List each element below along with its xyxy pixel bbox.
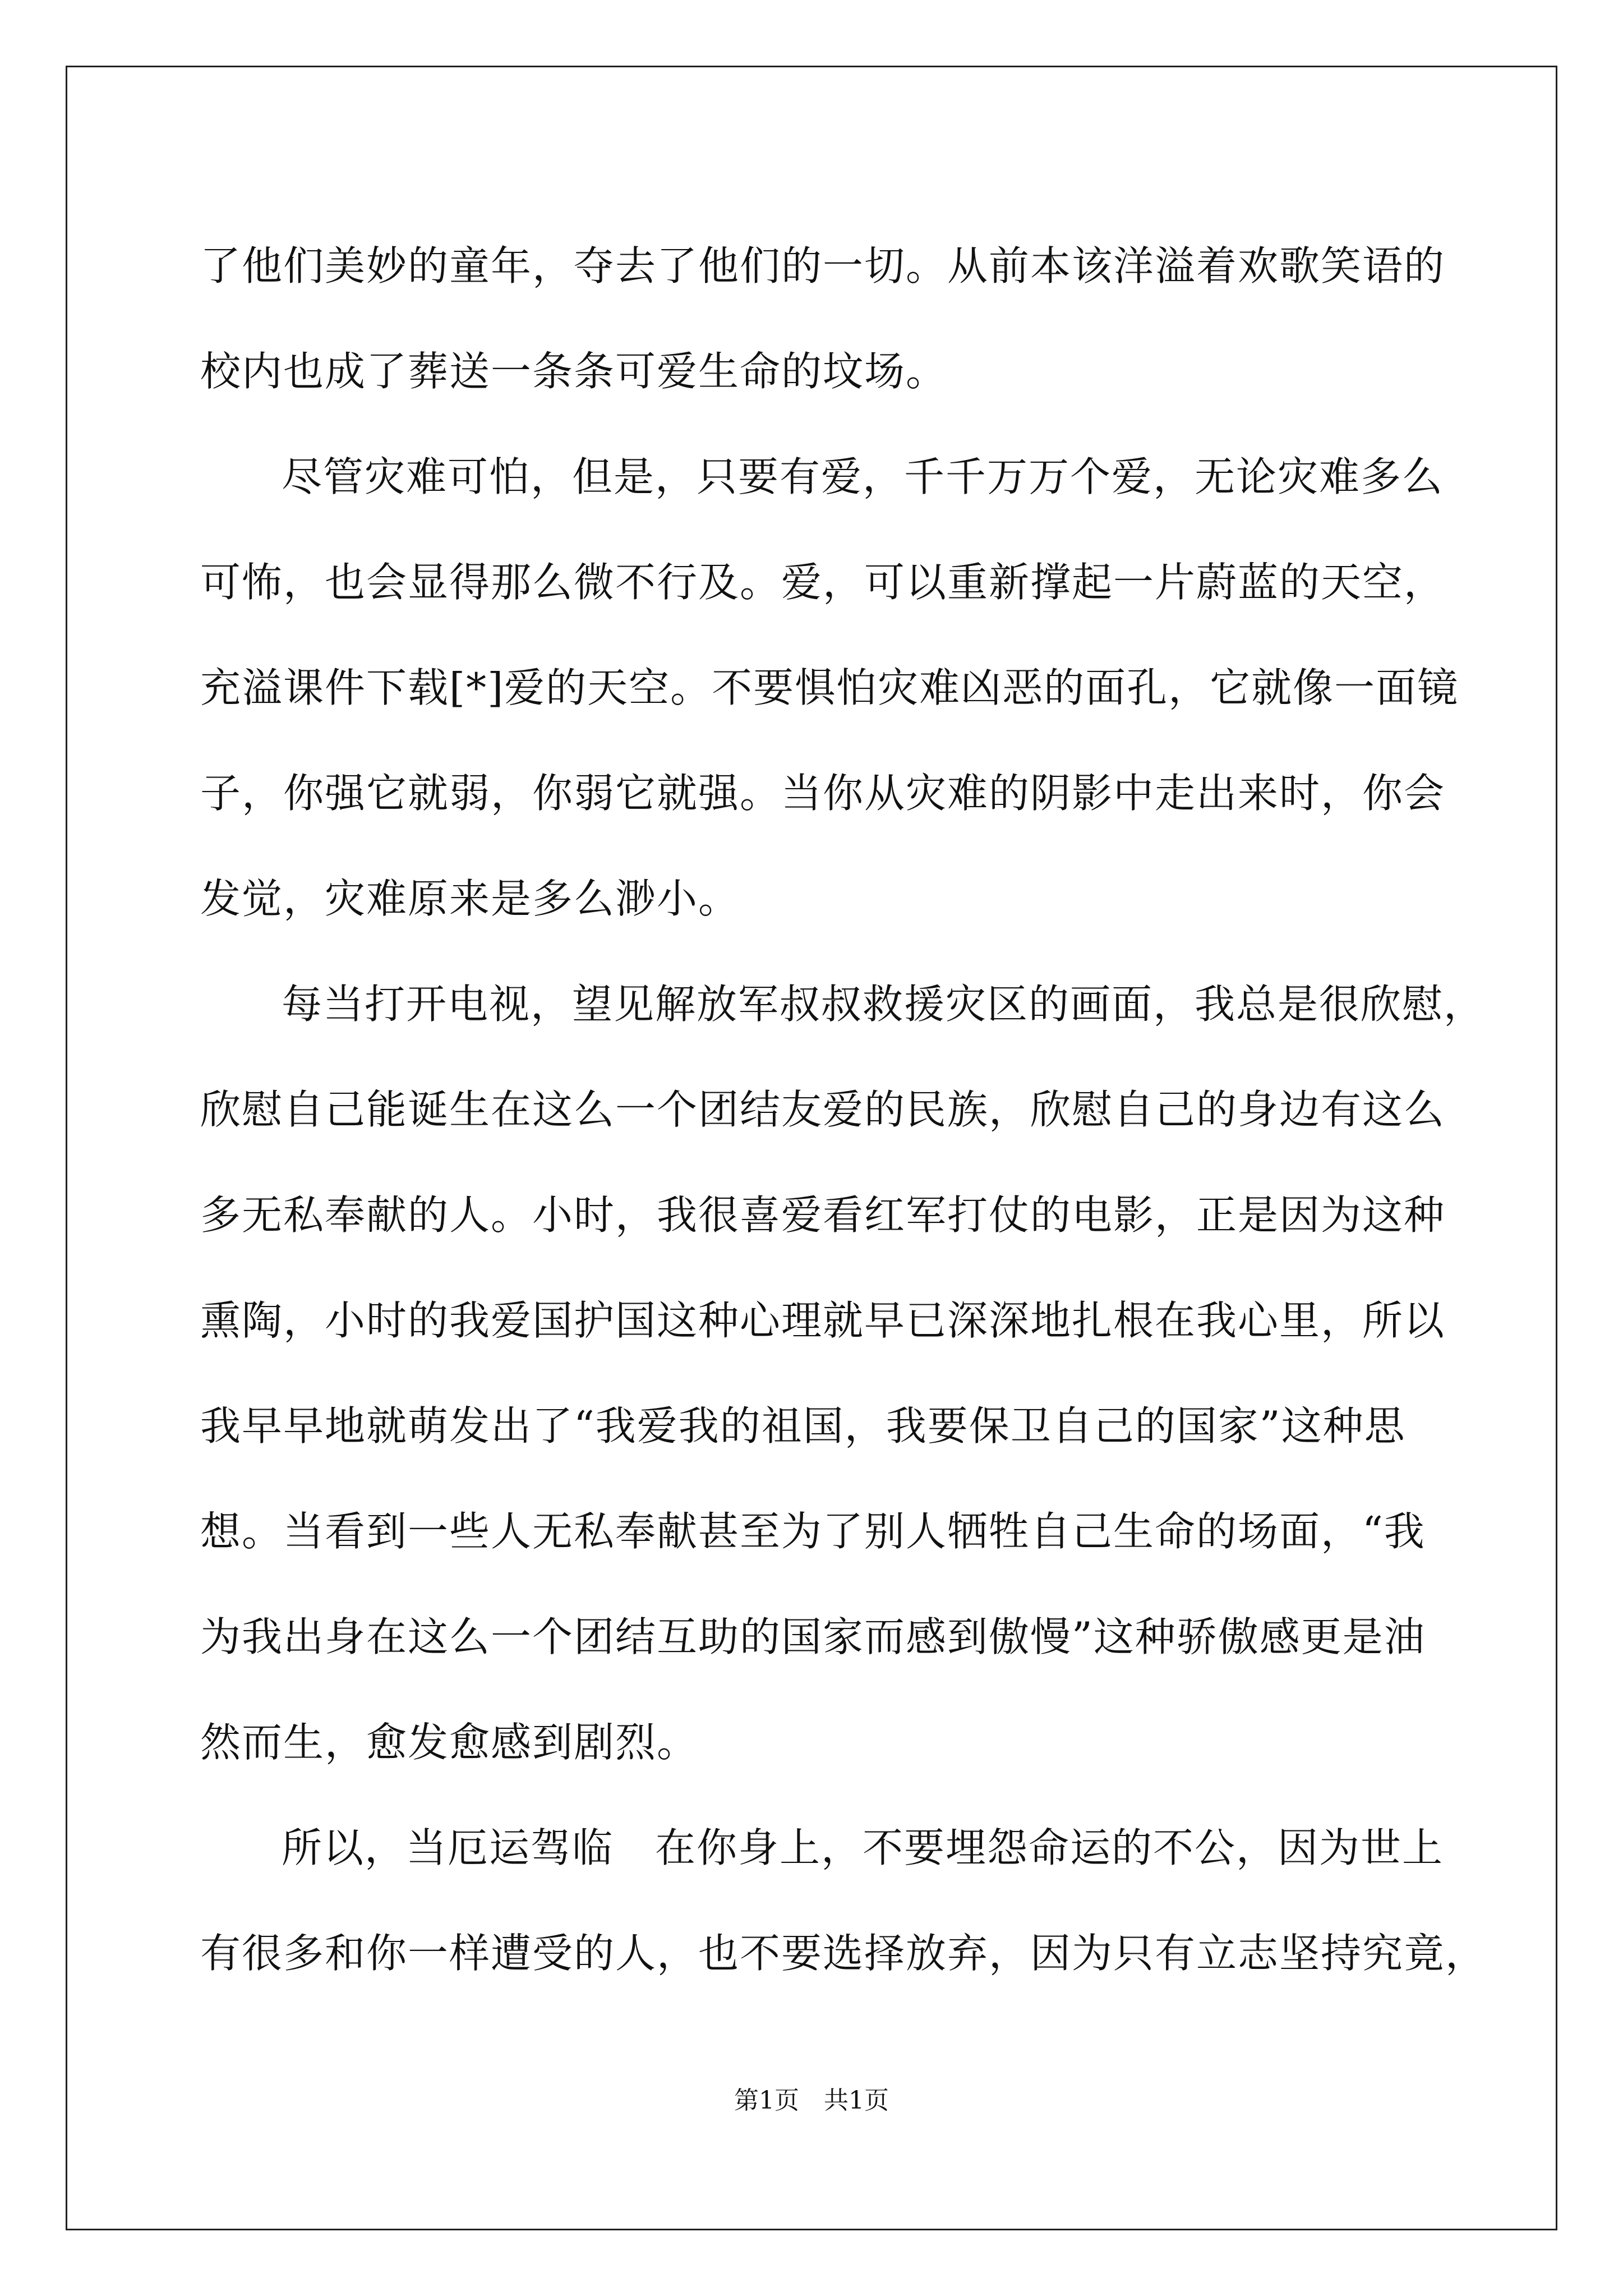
page-number-footer: 第1页 共1页 <box>734 2086 889 2115</box>
document-body <box>200 213 1487 2006</box>
text-line-16: 所以，当厄运驾临 在你身上，不要埋怨命运的不公，因为世上 <box>282 1824 1444 1871</box>
text-line-7: 发觉，灾难原来是多么渺小。 <box>200 875 740 922</box>
text-line-11: 熏陶，小时的我爱国护国这种心理就早已深深地扎根在我心里，所以 <box>200 1297 1446 1344</box>
text-line-9: 欣慰自己能诞生在这么一个团结友爱的民族，欣慰自己的身边有这么 <box>200 1086 1446 1133</box>
text-line-4: 可怖，也会显得那么微不行及。爱，可以重新撑起一片蔚蓝的天空， <box>200 559 1446 606</box>
text-line-2: 校内也成了葬送一条条可爱生命的坟场。 <box>200 348 948 395</box>
text-line-14: 为我出身在这么一个团结互助的国家而感到傲慢”这种骄傲感更是油 <box>200 1613 1426 1660</box>
text-line-15: 然而生，愈发愈感到剧烈。 <box>200 1719 699 1766</box>
text-line-3: 尽管灾难可怕，但是，只要有爱，千千万万个爱，无论灾难多么 <box>282 453 1444 500</box>
text-line-8: 每当打开电视，望见解放军叔叔救援灾区的画面，我总是很欣慰， <box>282 981 1486 1028</box>
text-line-1: 了他们美妙的童年，夺去了他们的一切。从前本该洋溢着欢歌笑语的 <box>200 242 1446 289</box>
text-line-17: 有很多和你一样遭受的人，也不要选择放弃，因为只有立志坚持究竟， <box>200 1930 1487 1977</box>
text-line-6: 子，你强它就弱，你弱它就强。当你从灾难的阴影中走出来时，你会 <box>200 770 1446 817</box>
text-line-13: 想。当看到一些人无私奉献甚至为了别人牺牲自己生命的场面，“我 <box>200 1508 1426 1555</box>
text-line-5: 充溢课件下载[*]爱的天空。不要惧怕灾难凶恶的面孔，它就像一面镜 <box>200 664 1459 711</box>
text-line-12: 我早早地就萌发出了“我爱我的祖国，我要保卫自己的国家”这种思 <box>200 1402 1406 1450</box>
text-line-10: 多无私奉献的人。小时，我很喜爱看红军打仗的电影，正是因为这种 <box>200 1191 1446 1239</box>
